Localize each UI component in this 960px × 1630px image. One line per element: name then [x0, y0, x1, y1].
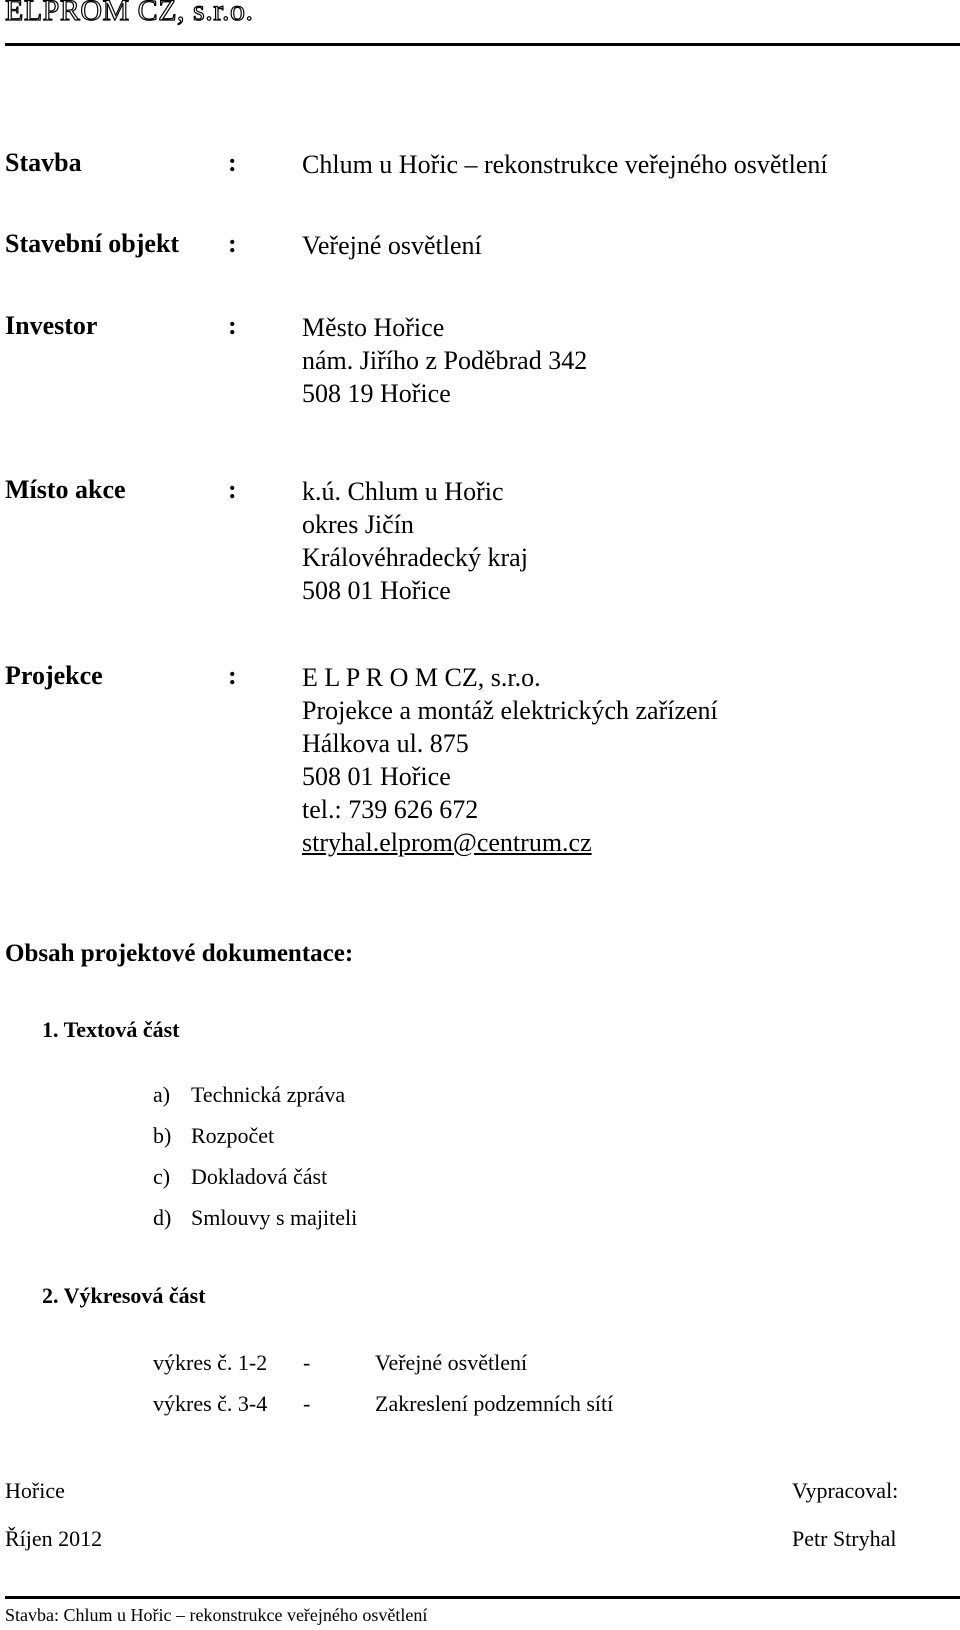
- footer-rule: [5, 1596, 960, 1599]
- value-misto: [302, 475, 528, 607]
- value-line: Chlum u Hořic – rekonstrukce veřejného osvětlení: [302, 150, 828, 179]
- value-line: tel.: 739 626 672: [302, 795, 479, 824]
- drawing-title: Veřejné osvětlení: [375, 1350, 528, 1375]
- list-item: a) Technická zpráva: [153, 1082, 346, 1107]
- contents-title: Obsah projektové dokumentace:: [5, 940, 354, 967]
- label-objekt: Stavební objekt: [5, 229, 180, 258]
- signoff-prepared-by: Petr Stryhal: [792, 1526, 897, 1551]
- value-line: 508 01 Hořice: [302, 576, 451, 605]
- colon-stavba: :: [228, 148, 237, 177]
- value-line: Královéhradecký kraj: [302, 543, 528, 572]
- value-line: k.ú. Chlum u Hořic: [302, 477, 504, 506]
- value-investor: [302, 311, 587, 410]
- drawing-dash: -: [303, 1350, 311, 1375]
- value-line: 508 19 Hořice: [302, 379, 451, 408]
- email-link[interactable]: stryhal.elprom@centrum.cz: [302, 828, 592, 857]
- part1-list: [153, 1082, 357, 1246]
- signoff-date: Říjen 2012: [5, 1526, 103, 1551]
- value-line: Hálkova ul. 875: [302, 729, 469, 758]
- list-item: d) Smlouvy s majiteli: [153, 1205, 358, 1230]
- list-item: c) Dokladová část: [153, 1164, 328, 1189]
- value-projekce: [302, 661, 718, 859]
- list-item: b) Rozpočet: [153, 1123, 275, 1148]
- colon-misto: :: [228, 475, 237, 504]
- signoff-place: Hořice: [5, 1478, 65, 1503]
- value-line: Město Hořice: [302, 313, 445, 342]
- value-line: nám. Jiřího z Poděbrad 342: [302, 346, 588, 375]
- value-objekt: [302, 229, 482, 262]
- colon-investor: :: [228, 311, 237, 340]
- header-rule: [5, 43, 960, 46]
- value-line: Veřejné osvětlení: [302, 231, 482, 260]
- drawing-dash: -: [303, 1391, 311, 1416]
- label-misto: Místo akce: [5, 475, 126, 504]
- colon-objekt: :: [228, 229, 237, 258]
- label-investor: Investor: [5, 311, 98, 340]
- value-stavba: [302, 148, 828, 181]
- drawing-title: Zakreslení podzemních sítí: [375, 1391, 614, 1416]
- signoff-prepared-label: Vypracoval:: [792, 1478, 899, 1503]
- drawing-ref: výkres č. 3-4: [153, 1391, 268, 1416]
- footer-text: Stavba: Chlum u Hořic – rekonstrukce veřejného osvětlení: [5, 1605, 428, 1625]
- colon-projekce: :: [228, 661, 237, 690]
- label-projekce: Projekce: [5, 661, 103, 690]
- part2-heading: 2. Výkresová část: [42, 1283, 206, 1308]
- value-line: 508 01 Hořice: [302, 762, 451, 791]
- label-stavba: Stavba: [5, 148, 82, 177]
- company-logo: ELPROM CZ, s.r.o.: [5, 0, 254, 27]
- drawing-ref: výkres č. 1-2: [153, 1350, 268, 1375]
- part1-heading: 1. Textová část: [42, 1017, 180, 1042]
- value-line: okres Jičín: [302, 510, 414, 539]
- value-line: E L P R O M CZ, s.r.o.: [302, 663, 541, 692]
- value-line: Projekce a montáž elektrických zařízení: [302, 696, 718, 725]
